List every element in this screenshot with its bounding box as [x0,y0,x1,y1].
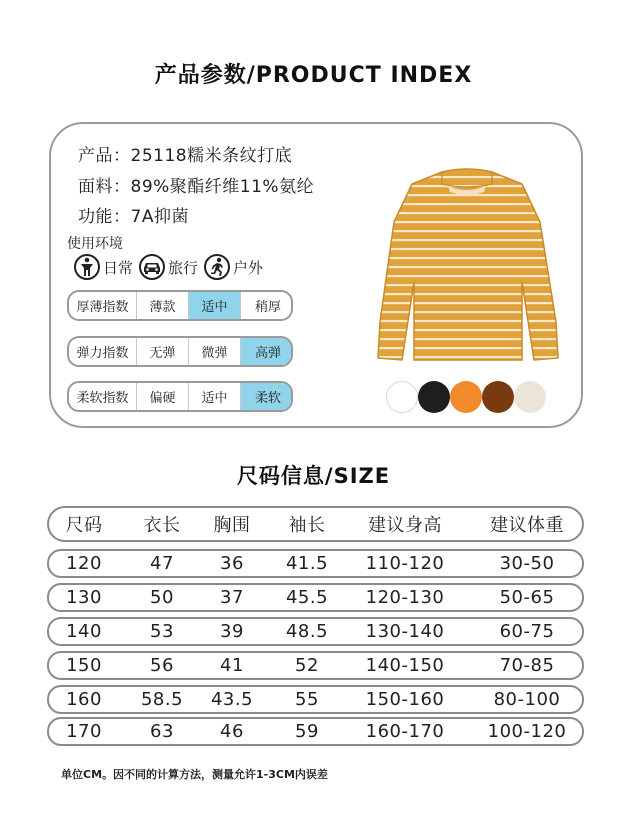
page-title: 产品参数/PRODUCT INDEX [154,63,473,88]
header-cell: 尺码 [65,515,103,536]
table-row [47,717,584,746]
scale-label: 厚薄指数 [69,292,137,319]
product-shirt-image [372,162,562,372]
scale-option-selected: 适中 [189,292,241,319]
table-cell: 160-170 [365,721,445,742]
scale-option-selected: 柔软 [241,383,293,410]
table-cell: 70-85 [499,655,555,676]
table-cell: 39 [220,621,244,642]
table-cell: 100-120 [487,721,567,742]
environment-list [74,252,269,282]
table-cell: 37 [220,587,244,608]
measurement-footnote: 单位CM。因不同的计算方法，测量允许1-3CM内误差 [61,768,328,781]
table-cell: 58.5 [140,689,184,710]
swatch-black[interactable] [418,381,450,413]
table-cell: 56 [150,655,174,676]
swatch-beige[interactable] [514,381,546,413]
scale-option-selected: 高弹 [241,338,293,365]
table-cell: 160 [66,689,102,710]
header-cell: 胸围 [213,515,251,536]
table-cell: 41.5 [285,553,329,574]
softness-scale [67,381,293,412]
table-cell: 60-75 [499,621,555,642]
table-cell: 50-65 [499,587,555,608]
table-cell: 48.5 [285,621,329,642]
table-cell: 130-140 [365,621,445,642]
table-cell: 80-100 [493,689,561,710]
table-row [47,549,584,578]
table-cell: 170 [66,721,102,742]
environment-label: 使用环境 [67,236,123,252]
table-row [47,583,584,612]
product-name: 产品：25118糯米条纹打底 [78,146,293,166]
scale-option: 无弹 [137,338,189,365]
swatch-orange[interactable] [450,381,482,413]
table-cell: 63 [150,721,174,742]
scale-option: 稍厚 [254,300,281,315]
environment-item [204,254,263,280]
thickness-scale [67,290,293,321]
scale-option: 适中 [189,383,241,410]
color-swatches [386,381,546,413]
table-row [47,651,584,680]
size-section-title: 尺码信息/SIZE [236,464,391,488]
table-cell: 52 [295,655,319,676]
table-cell: 150 [66,655,102,676]
table-cell: 150-160 [365,689,445,710]
table-cell: 41 [220,655,244,676]
header-cell: 建议身高 [368,515,442,536]
table-cell: 110-120 [365,553,445,574]
environment-item [74,254,133,280]
scale-option: 微弹 [189,338,241,365]
environment-item [139,254,198,280]
table-cell: 36 [220,553,244,574]
size-table-header [47,506,584,542]
table-cell: 45.5 [285,587,329,608]
table-cell: 140 [66,621,102,642]
table-cell: 140-150 [365,655,445,676]
table-cell: 120 [66,553,102,574]
table-cell: 120-130 [365,587,445,608]
header-cell: 袖长 [288,515,326,536]
table-cell: 43.5 [210,689,254,710]
function-info: 功能：7A抑菌 [78,207,189,227]
table-cell: 30-50 [499,553,555,574]
table-cell: 59 [295,721,319,742]
table-row [47,685,584,714]
fabric-info: 面料：89%聚酯纤维11%氨纶 [78,177,315,197]
environment-item-label: 日常 [103,258,134,277]
header-cell: 衣长 [143,515,181,536]
scale-option: 薄款 [137,292,189,319]
scale-label: 柔软指数 [69,383,137,410]
swatch-white[interactable] [386,381,418,413]
swatch-brown[interactable] [482,381,514,413]
header-cell: 建议体重 [490,515,564,536]
table-row [47,617,584,646]
table-cell: 50 [150,587,174,608]
environment-item-label: 户外 [233,258,264,277]
environment-item-label: 旅行 [168,258,199,277]
table-cell: 47 [150,553,174,574]
car-icon [139,254,165,280]
scale-label: 弹力指数 [69,338,137,365]
scale-option: 偏硬 [137,383,189,410]
person-icon [74,254,100,280]
table-cell: 46 [220,721,244,742]
table-cell: 130 [66,587,102,608]
table-cell: 53 [150,621,174,642]
running-icon [204,254,230,280]
table-cell: 55 [295,689,319,710]
elasticity-scale [67,336,293,367]
